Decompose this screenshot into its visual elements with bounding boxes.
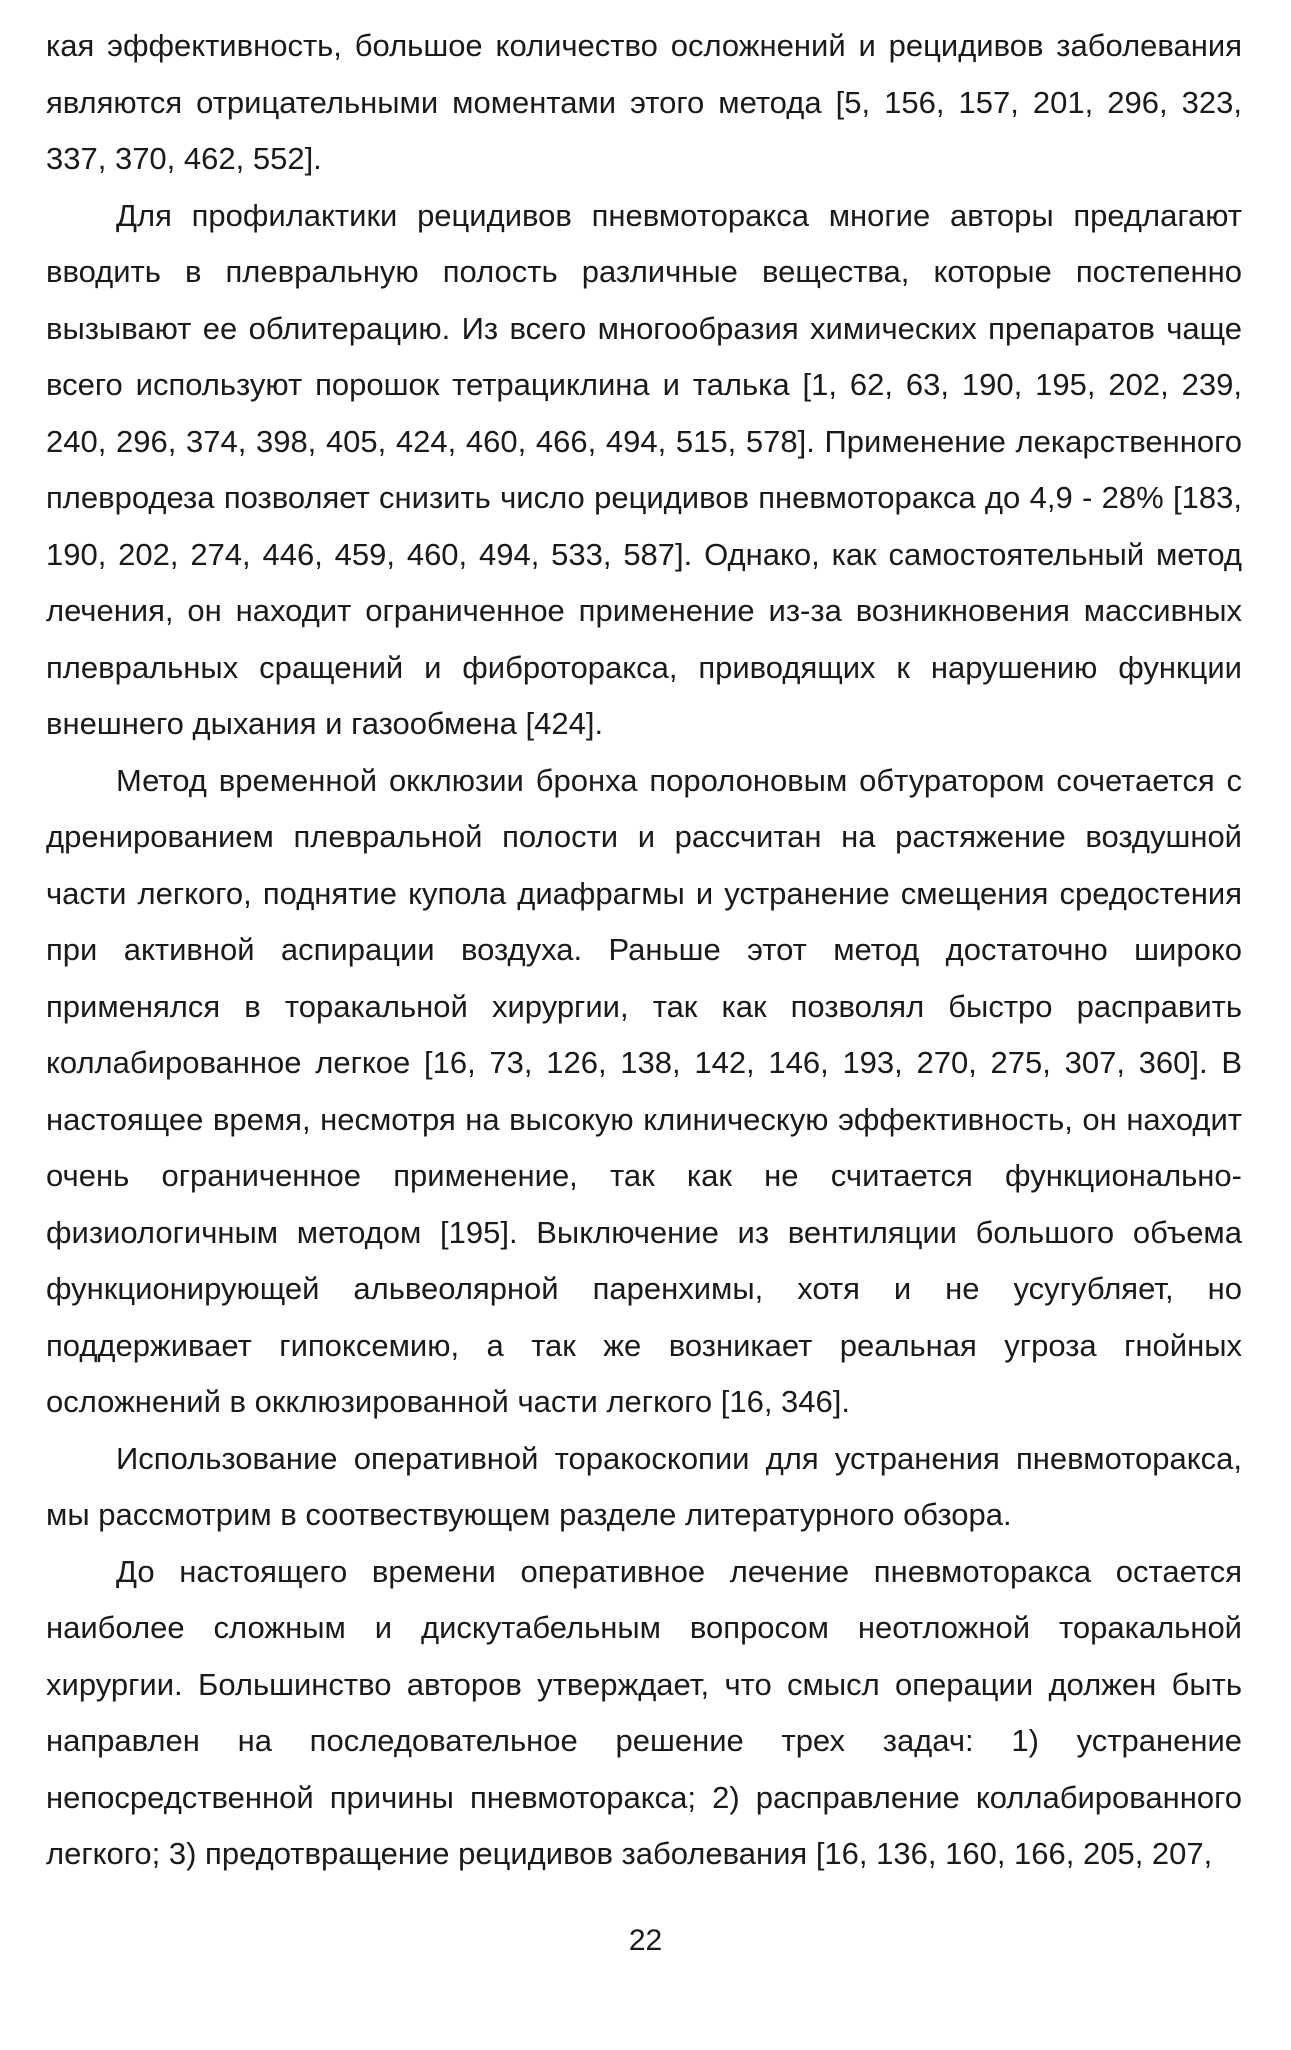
paragraph: кая эффективность, большое количество осложнений и рецидивов заболевания являются отрицательными моментами этого метода [5, 156, 157, 201, 296, 323, 337, 370, 462, 552].	[46, 28, 1242, 176]
body-text	[46, 18, 1242, 1883]
paragraph: Метод временной окклюзии бронха поролоновым обтуратором сочетается с дренированием плевральной полости и рассчитан на растяжение воздушной части легкого, поднятие купола диафрагмы и устранение смещения средостения при активной аспирации воздуха. Раньше этот метод достаточно широко применялся в торакальной хирургии, так как позволял быстро расправить коллабированное легкое [16, 73, 126, 138, 142, 146, 193, 270, 275, 307, 360]. В настоящее время, несмотря на высокую клиническую эффективность, он находит очень ограниченное применение, так как не считается функционально-физиологичным методом [195]. Выключение из вентиляции большого объема функционирующей альвеолярной паренхимы, хотя и не усугубляет, но поддерживает гипоксемию, а так же возникает реальная угроза гнойных осложнений в окклюзированной части легкого [16, 346].	[46, 762, 1242, 1419]
paragraph: До настоящего времени оперативное лечение пневмоторакса остается наиболее сложным и дискутабельным вопросом неотложной торакальной хирургии. Большинство авторов утверждает, что смысл операции должен быть направлен на последовательное решение трех задач: 1) устранение непосредственной причины пневмоторакса; 2) расправление коллабированного легкого; 3) предотвращение рецидивов заболевания [16, 136, 160, 166, 205, 207,	[46, 1553, 1242, 1871]
paragraph: Использование оперативной торакоскопии для устранения пневмоторакса, мы рассмотрим в соотвествующем разделе литературного обзора.	[46, 1440, 1242, 1532]
page-number: 22	[628, 1924, 663, 1957]
paragraph: Для профилактики рецидивов пневмоторакса многие авторы предлагают вводить в плевральную полость различные вещества, которые постепенно вызывают ее облитерацию. Из всего многообразия химических препаратов чаще всего используют порошок тетрациклина и талька [1, 62, 63, 190, 195, 202, 239, 240, 296, 374, 398, 405, 424, 460, 466, 494, 515, 578]. Применение лекарственного плевродеза позволяет снизить число рецидивов пневмоторакса до 4,9 - 28% [183, 190, 202, 274, 446, 459, 460, 494, 533, 587]. Однако, как самостоятельный метод лечения, он находит ограниченное применение из-за возникновения массивных плевральных сращений и фиброторакса, приводящих к нарушению функции внешнего дыхания и газообмена [424].	[46, 197, 1242, 741]
